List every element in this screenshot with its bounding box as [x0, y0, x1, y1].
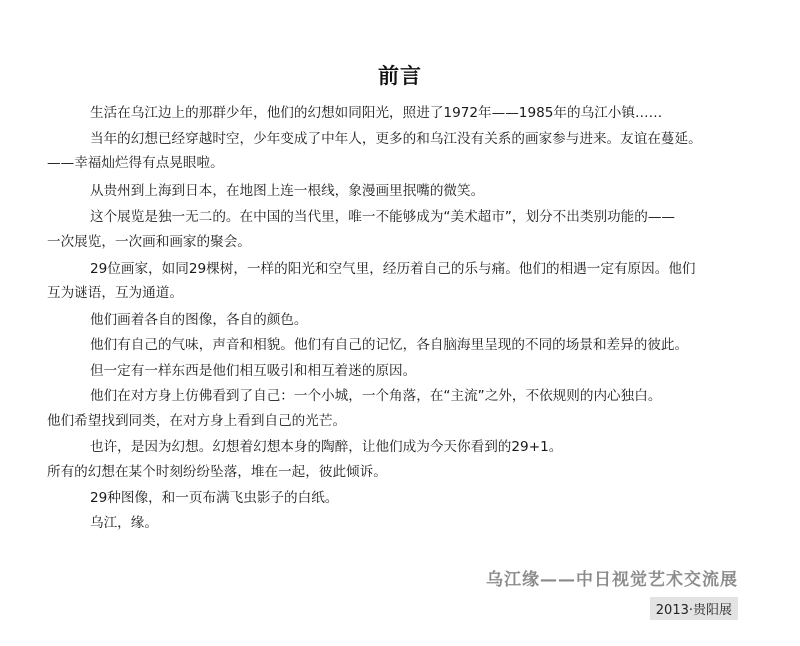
text-line: 互为谜语，互为通道。: [47, 285, 183, 301]
exhibition-badge: 2013·贵阳展: [650, 597, 738, 620]
text-line: 也许，是因为幻想。幻想着幻想本身的陶醉，让他们成为今天你看到的29+1。: [90, 439, 563, 455]
text-line: 这个展览是独一无二的。在中国的当代里，唯一不能够成为“美术超市”，划分不出类别功能的——: [90, 209, 676, 225]
text-line: 从贵州到上海到日本，在地图上连一根线，象漫画里抿嘴的微笑。: [90, 183, 485, 199]
exhibition-title: 乌江缘——中日视觉艺术交流展: [486, 570, 738, 590]
text-line: 当年的幻想已经穿越时空，少年变成了中年人，更多的和乌江没有关系的画家参与进来。友谊在蔓延。: [90, 131, 702, 147]
text-line: 29种图像，和一页布满飞虫影子的白纸。: [90, 490, 339, 506]
text-line: 生活在乌江边上的那群少年，他们的幻想如同阳光，照进了1972年——1985年的乌江小镇……: [90, 105, 663, 121]
text-line: 他们画着各自的图像，各自的颜色。: [90, 312, 308, 328]
text-line: ——幸福灿烂得有点晃眼啦。: [47, 155, 224, 171]
text-line: 一次展览，一次画和画家的聚会。: [47, 234, 251, 250]
text-line: 他们希望找到同类，在对方身上看到自己的光芒。: [47, 413, 347, 429]
text-line: 所有的幻想在某个时刻纷纷坠落，堆在一起，彼此倾诉。: [47, 464, 387, 480]
text-line: 乌江，缘。: [90, 515, 158, 531]
page-title: 前言: [378, 64, 422, 88]
text-line: 他们有自己的气味，声音和相貌。他们有自己的记忆，各自脑海里呈现的不同的场景和差异的彼此。: [90, 337, 689, 353]
text-line: 他们在对方身上仿佛看到了自己：一个小城，一个角落，在“主流”之外，不依规则的内心独白。: [90, 388, 662, 404]
text-line: 但一定有一样东西是他们相互吸引和相互着迷的原因。: [90, 363, 417, 379]
text-line: 29位画家，如同29棵树，一样的阳光和空气里，经历着自己的乐与痛。他们的相遇一定有原因。他们: [90, 261, 696, 277]
